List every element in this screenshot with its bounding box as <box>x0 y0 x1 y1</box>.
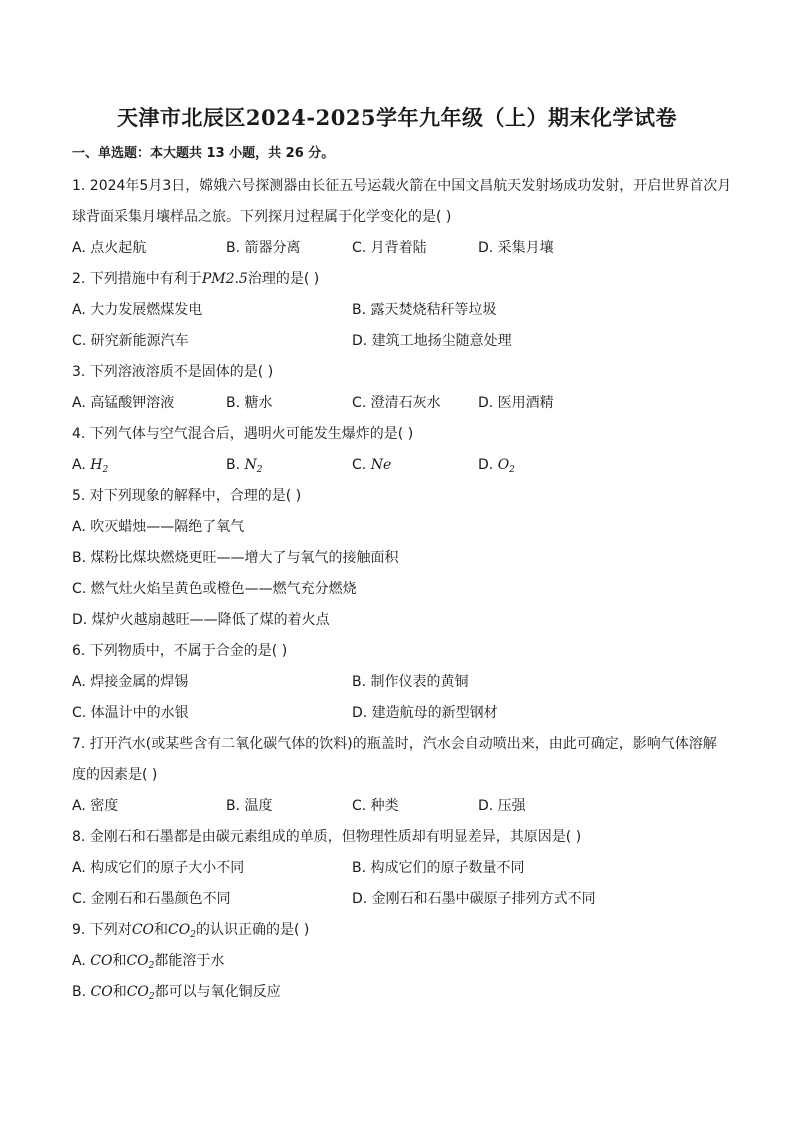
formula-n: N <box>244 457 257 473</box>
question-6-stem: 6. 下列物质中，不属于合金的是( ) <box>72 643 288 659</box>
formula-subscript: 2 <box>148 961 155 971</box>
option-letter: D. <box>478 457 498 473</box>
question-1-stem-line-2: 球背面采集月壤样品之旅。下列探月过程属于化学变化的是( ) <box>72 209 452 225</box>
formula-co2: CO <box>126 953 149 969</box>
question-7-option-b: B. 温度 <box>226 798 273 814</box>
question-6-option-d: D. 建造航母的新型钢材 <box>352 705 498 721</box>
formula-subscript: 2 <box>102 465 109 475</box>
page-title: 天津市北辰区2024-2025学年九年级（上）期末化学试卷 <box>116 105 678 130</box>
question-5-option-a: A. 吹灭蜡烛——隔绝了氧气 <box>72 519 245 535</box>
question-6-option-c: C. 体温计中的水银 <box>72 705 189 721</box>
question-4-option-c <box>352 455 391 475</box>
formula-subscript: 2 <box>190 930 196 940</box>
option-letter: C. <box>352 457 371 473</box>
question-2-stem-pre: 2. 下列措施中有利于 <box>72 271 202 287</box>
formula-co: CO <box>90 953 113 969</box>
question-1-option-b: B. 箭器分离 <box>226 240 301 256</box>
option-text: 都可以与氧化铜反应 <box>154 984 281 1000</box>
formula-h: H <box>90 457 103 473</box>
question-6-option-b: B. 制作仪表的黄铜 <box>352 674 469 690</box>
question-2-stem <box>72 269 319 289</box>
conjunction-and: 和 <box>112 984 127 1000</box>
question-3-option-d: D. 医用酒精 <box>478 395 554 411</box>
option-letter: A. <box>72 953 91 969</box>
question-9-stem-pre: 9. 下列对 <box>72 922 132 938</box>
section-heading: 一、单选题：本大题共 13 小题，共 26 分。 <box>72 146 335 161</box>
formula-subscript: 2 <box>509 465 515 475</box>
formula-co2: CO <box>168 922 191 938</box>
formula-ne: Ne <box>370 457 392 473</box>
question-9-option-b <box>72 982 281 1002</box>
option-letter: B. <box>226 457 245 473</box>
question-3-option-a: A. 高锰酸钾溶液 <box>72 395 175 411</box>
question-5-stem: 5. 对下列现象的解释中，合理的是( ) <box>72 488 302 504</box>
question-4-option-d <box>478 455 515 475</box>
conjunction-and: 和 <box>112 953 127 969</box>
formula-o: O <box>497 457 510 473</box>
question-8-option-c: C. 金刚石和石墨颜色不同 <box>72 891 231 907</box>
formula-co: CO <box>131 922 155 938</box>
question-7-option-a: A. 密度 <box>72 798 119 814</box>
question-2-option-c: C. 研究新能源汽车 <box>72 333 189 349</box>
question-2-pm25: PM2.5 <box>201 271 248 287</box>
question-7-stem-line-1: 7. 打开汽水(或某些含有二氧化碳气体的饮料)的瓶盖时，汽水会自动喷出来，由此可确定，影响气体溶解 <box>72 736 717 752</box>
question-4-option-b <box>226 455 263 475</box>
conjunction-and: 和 <box>154 922 169 938</box>
option-text: 都能溶于水 <box>154 953 225 969</box>
question-7-option-d: D. 压强 <box>478 798 526 814</box>
question-7-option-c: C. 种类 <box>352 798 399 814</box>
formula-subscript: 2 <box>256 465 263 475</box>
question-9-stem <box>72 920 309 940</box>
question-8-option-d: D. 金刚石和石墨中碳原子排列方式不同 <box>352 891 596 907</box>
question-2-stem-post: 治理的是( ) <box>247 271 320 287</box>
question-1-option-d: D. 采集月壤 <box>478 240 554 256</box>
question-3-option-c: C. 澄清石灰水 <box>352 395 441 411</box>
option-letter: A. <box>72 457 91 473</box>
question-8-stem: 8. 金刚石和石墨都是由碳元素组成的单质，但物理性质却有明显差异，其原因是( ) <box>72 829 582 845</box>
question-2-option-b: B. 露天焚烧秸秆等垃圾 <box>352 302 497 318</box>
question-3-stem: 3. 下列溶液溶质不是固体的是( ) <box>72 364 274 380</box>
question-6-option-a: A. 焊接金属的焊锡 <box>72 674 189 690</box>
question-1-option-a: A. 点火起航 <box>72 240 147 256</box>
question-5-option-c: C. 燃气灶火焰呈黄色或橙色——燃气充分燃烧 <box>72 581 357 597</box>
question-5-option-b: B. 煤粉比煤块燃烧更旺——增大了与氧气的接触面积 <box>72 550 399 566</box>
question-8-option-b: B. 构成它们的原子数量不同 <box>352 860 525 876</box>
question-4-option-a <box>72 455 108 475</box>
question-7-stem-line-2: 度的因素是( ) <box>72 767 158 783</box>
question-8-option-a: A. 构成它们的原子大小不同 <box>72 860 245 876</box>
option-letter: B. <box>72 984 91 1000</box>
question-1-option-c: C. 月背着陆 <box>352 240 427 256</box>
formula-co: CO <box>90 984 113 1000</box>
question-5-option-d: D. 煤炉火越扇越旺——降低了煤的着火点 <box>72 612 330 628</box>
question-4-stem: 4. 下列气体与空气混合后，遇明火可能发生爆炸的是( ) <box>72 426 414 442</box>
question-2-option-d: D. 建筑工地扬尘随意处理 <box>352 333 512 349</box>
question-9-option-a <box>72 951 224 971</box>
question-2-option-a: A. 大力发展燃煤发电 <box>72 302 203 318</box>
formula-subscript: 2 <box>148 992 155 1002</box>
question-1-stem-line-1: 1. 2024年5月3日，嫦娥六号探测器由长征五号运载火箭在中国文昌航天发射场成功发射，开启世界首次月 <box>72 178 732 194</box>
question-3-option-b: B. 糖水 <box>226 395 273 411</box>
question-9-stem-post: 的认识正确的是( ) <box>195 922 310 938</box>
formula-co2: CO <box>126 984 149 1000</box>
